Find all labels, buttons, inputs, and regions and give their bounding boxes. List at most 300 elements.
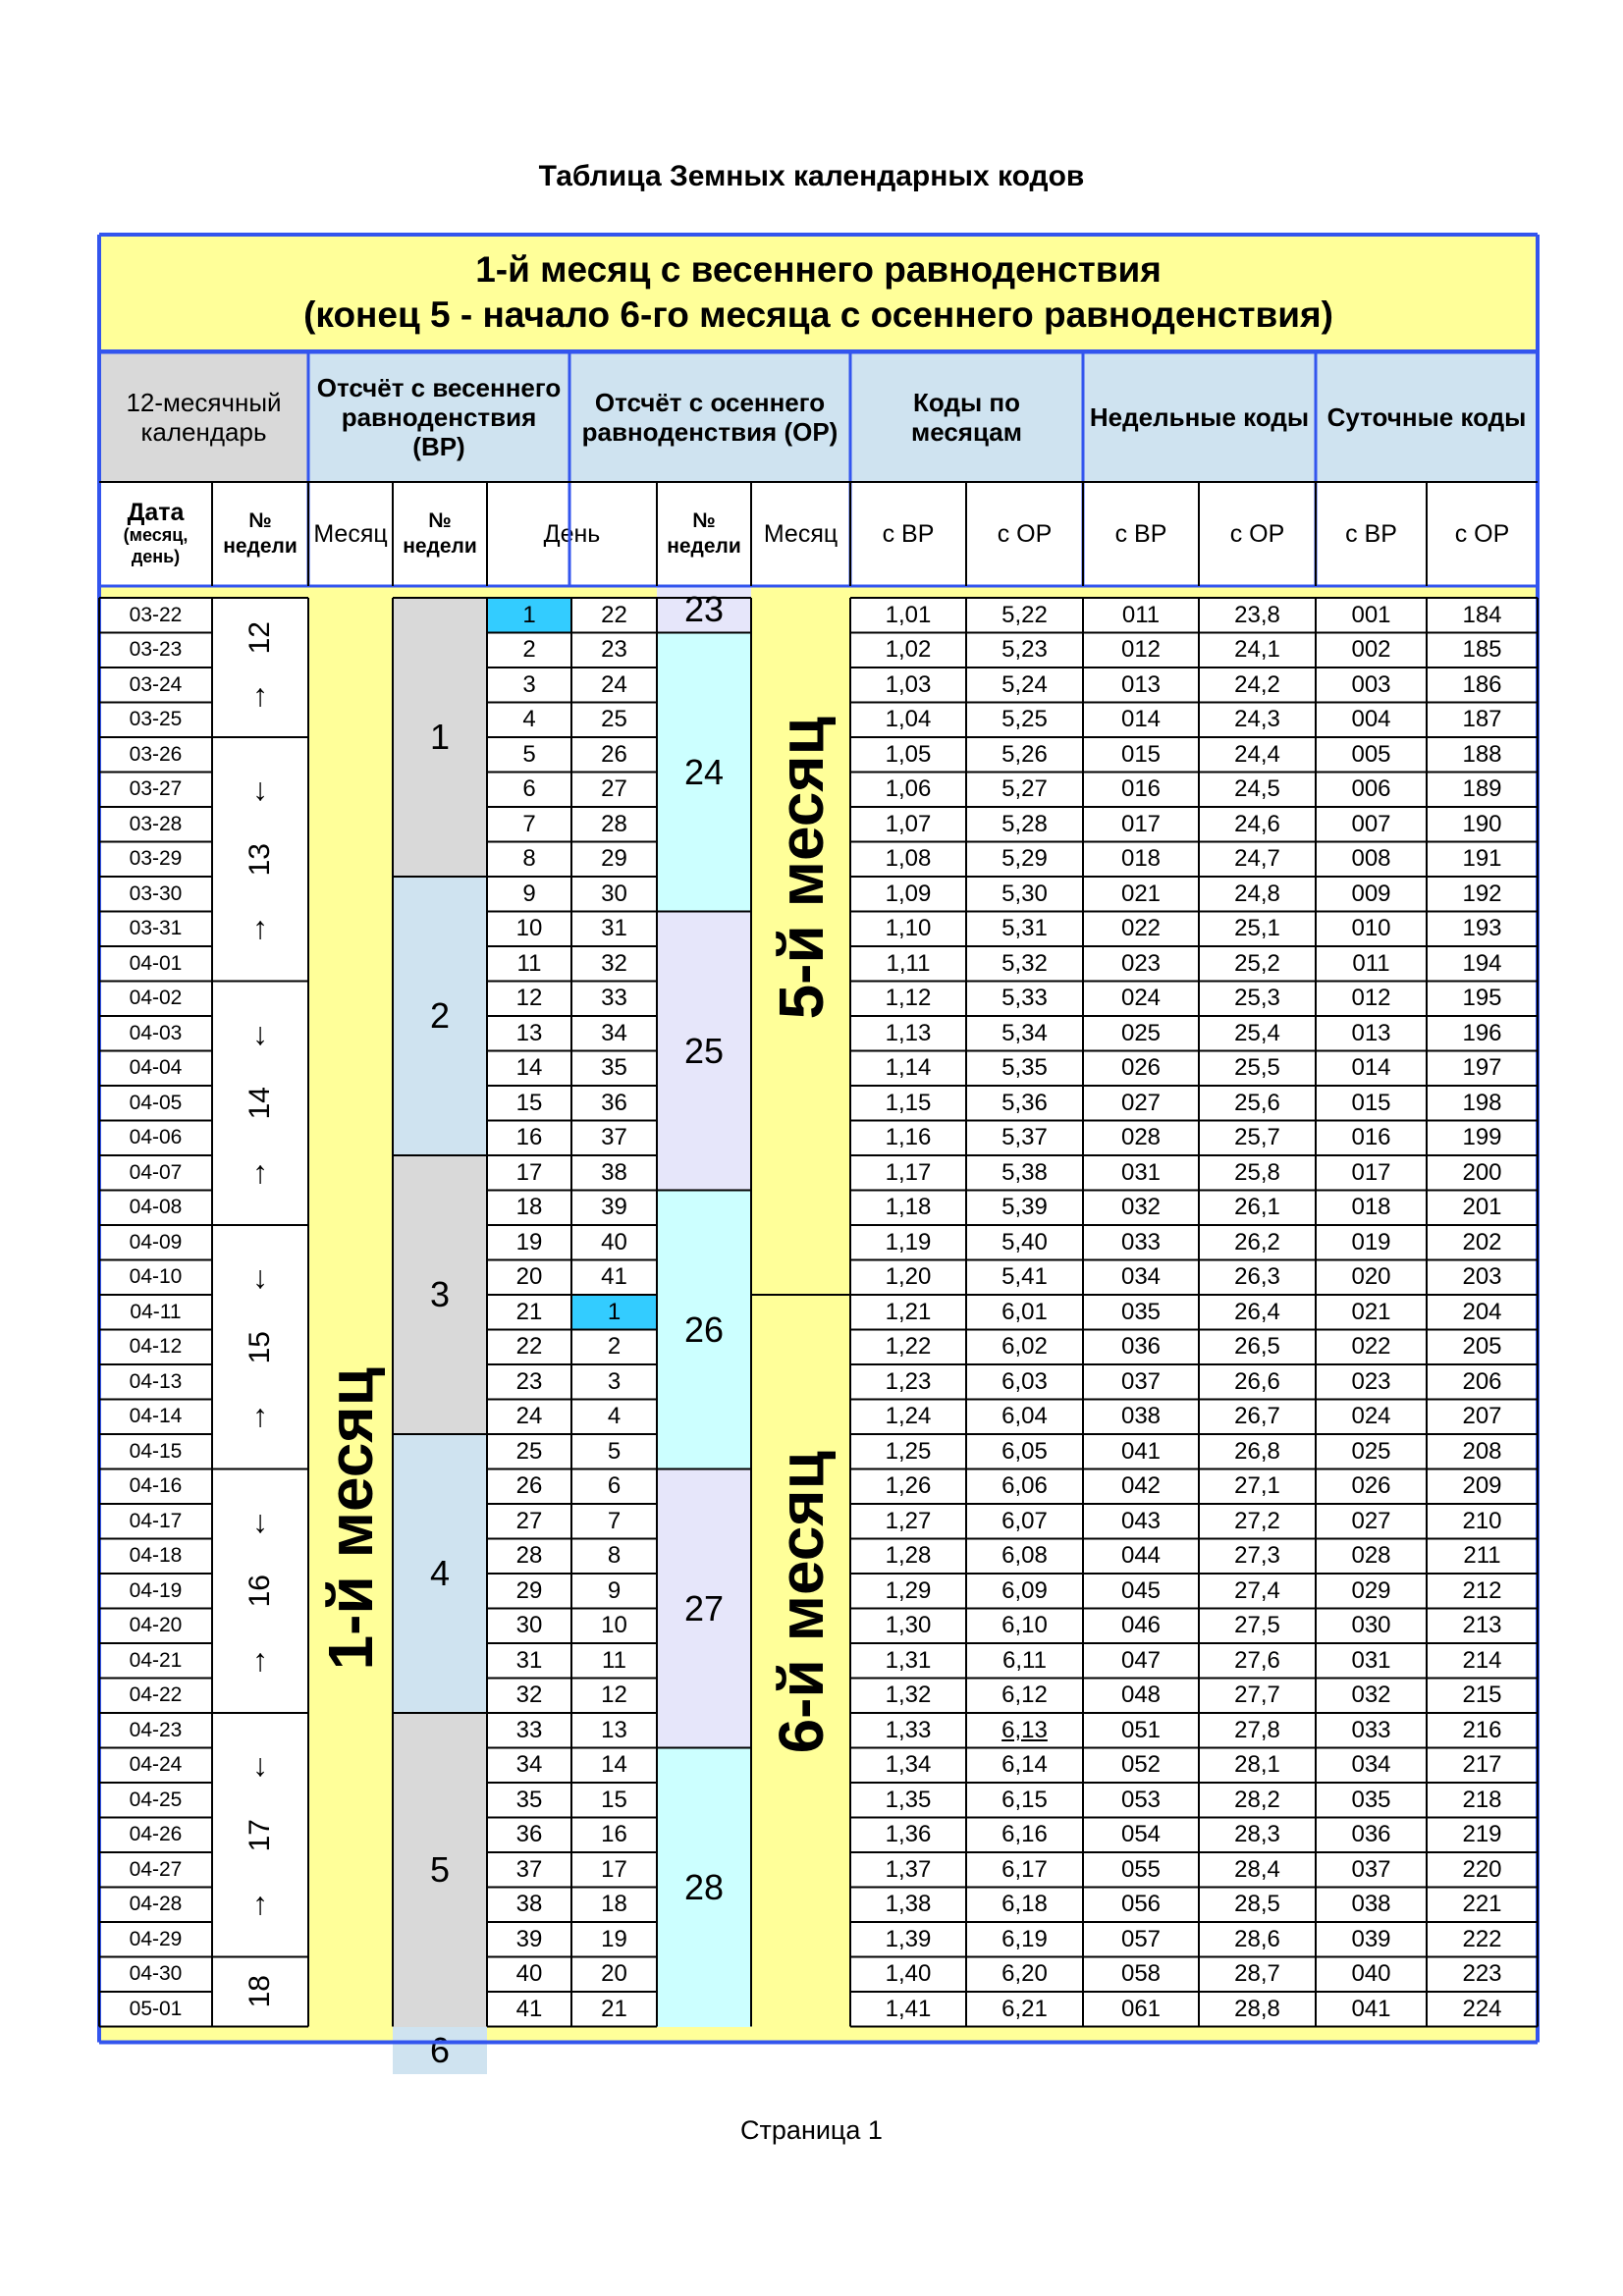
week-code-or-cell: 26,3	[1199, 1260, 1316, 1296]
arrow-down-icon: ↓	[252, 1015, 268, 1051]
day-code-or-cell: 189	[1427, 773, 1538, 808]
month-code-or-cell: 5,29	[966, 842, 1083, 878]
day-vr-cell: 32	[487, 1679, 571, 1714]
day-code-vr-cell: 037	[1316, 1852, 1427, 1888]
week-code-vr-cell: 042	[1083, 1469, 1199, 1505]
month-code-vr-cell: 1,05	[850, 737, 966, 773]
spring-week-2: 2	[393, 877, 487, 1155]
subheader-week-code-or: с ОР	[1229, 519, 1285, 548]
header-day-codes: Суточные коды	[1316, 352, 1538, 482]
day-code-or-cell: 204	[1427, 1295, 1538, 1330]
day-code-or-cell: 208	[1427, 1434, 1538, 1469]
month-code-vr-cell: 1,26	[850, 1469, 966, 1505]
subheader-week-code-vr: с ВР	[1114, 519, 1167, 548]
week-code-or-cell: 27,7	[1199, 1679, 1316, 1714]
month6-label-cell	[751, 1295, 850, 2027]
month-code-or-cell: 5,24	[966, 667, 1083, 703]
date-cell: 04-13	[99, 1364, 212, 1400]
month-code-vr-cell: 1,17	[850, 1155, 966, 1191]
arrow-down-icon: ↓	[252, 1259, 268, 1296]
day-vr-cell: 4	[487, 703, 571, 738]
day-vr-cell: 2	[487, 633, 571, 668]
arrow-up-icon: ↑	[252, 1398, 268, 1434]
day-code-or-cell: 210	[1427, 1504, 1538, 1539]
day-or-cell: 21	[571, 1992, 657, 2027]
month-code-or-cell: 5,23	[966, 633, 1083, 668]
week-code-or-cell: 26,5	[1199, 1330, 1316, 1365]
day-code-vr-cell: 008	[1316, 842, 1427, 878]
day-code-or-cell: 200	[1427, 1155, 1538, 1191]
month-code-vr-cell: 1,16	[850, 1121, 966, 1156]
day-code-vr-cell: 036	[1316, 1818, 1427, 1853]
week-code-or-cell: 27,2	[1199, 1504, 1316, 1539]
day-or-cell: 1	[571, 1295, 657, 1330]
week-code-vr-cell: 052	[1083, 1748, 1199, 1784]
day-code-vr-cell: 011	[1316, 946, 1427, 982]
day-code-or-cell: 213	[1427, 1609, 1538, 1644]
date-cell: 04-10	[99, 1260, 212, 1296]
week-code-vr-cell: 016	[1083, 773, 1199, 808]
day-or-cell: 19	[571, 1922, 657, 1957]
week-code-vr-cell: 034	[1083, 1260, 1199, 1296]
day-code-or-cell: 224	[1427, 1992, 1538, 2027]
date-cell: 04-04	[99, 1051, 212, 1087]
day-vr-cell: 35	[487, 1783, 571, 1818]
day-code-vr-cell: 027	[1316, 1504, 1427, 1539]
date-cell: 03-23	[99, 633, 212, 668]
date-cell: 03-24	[99, 667, 212, 703]
month-code-or-cell: 6,20	[966, 1957, 1083, 1993]
day-or-cell: 16	[571, 1818, 657, 1853]
spring-week-6: 6	[393, 2027, 487, 2074]
day-or-cell: 36	[571, 1086, 657, 1121]
day-code-vr-cell: 022	[1316, 1330, 1427, 1365]
spring-week-4: 4	[393, 1434, 487, 1713]
day-code-vr-cell: 040	[1316, 1957, 1427, 1993]
month-code-or-cell: 6,05	[966, 1434, 1083, 1469]
week-code-or-cell: 25,3	[1199, 982, 1316, 1017]
calendar-week-group	[212, 982, 308, 1226]
month-code-vr-cell: 1,03	[850, 667, 966, 703]
date-cell: 04-05	[99, 1086, 212, 1121]
day-code-or-cell: 211	[1427, 1539, 1538, 1575]
day-or-cell: 24	[571, 667, 657, 703]
day-code-or-cell: 199	[1427, 1121, 1538, 1156]
week-code-or-cell: 28,3	[1199, 1818, 1316, 1853]
month-code-vr-cell: 1,34	[850, 1748, 966, 1784]
day-code-vr-cell: 030	[1316, 1609, 1427, 1644]
week-code-or-cell: 24,4	[1199, 737, 1316, 773]
day-vr-cell: 24	[487, 1400, 571, 1435]
month-code-or-cell: 5,36	[966, 1086, 1083, 1121]
day-vr-cell: 41	[487, 1992, 571, 2027]
calendar-week-group	[212, 1713, 308, 1957]
header-week-codes: Недельные коды	[1083, 352, 1316, 482]
week-code-vr-cell: 028	[1083, 1121, 1199, 1156]
calendar-week-group	[212, 598, 308, 737]
day-or-cell: 8	[571, 1539, 657, 1575]
week-code-vr-cell: 044	[1083, 1539, 1199, 1575]
day-or-cell: 25	[571, 703, 657, 738]
calendar-week-label: 15	[243, 1330, 276, 1363]
week-code-vr-cell: 061	[1083, 1992, 1199, 2027]
day-code-vr-cell: 007	[1316, 807, 1427, 842]
week-code-vr-cell: 056	[1083, 1888, 1199, 1923]
day-vr-cell: 1	[487, 598, 571, 633]
date-cell: 04-25	[99, 1783, 212, 1818]
day-code-or-cell: 219	[1427, 1818, 1538, 1853]
calendar-week-label: 13	[243, 842, 276, 876]
month5-label: 5-й месяц	[765, 716, 837, 1020]
day-vr-cell: 25	[487, 1434, 571, 1469]
month-code-vr-cell: 1,33	[850, 1713, 966, 1748]
day-vr-cell: 22	[487, 1330, 571, 1365]
month6-label: 6-й месяц	[765, 1450, 837, 1753]
day-code-vr-cell: 017	[1316, 1155, 1427, 1191]
month1-label: 1-й месяц	[315, 1366, 386, 1670]
week-code-or-cell: 26,7	[1199, 1400, 1316, 1435]
month-code-or-cell: 6,18	[966, 1888, 1083, 1923]
month-code-or-cell: 6,06	[966, 1469, 1083, 1505]
week-code-or-cell: 23,8	[1199, 598, 1316, 633]
week-code-vr-cell: 048	[1083, 1679, 1199, 1714]
week-code-vr-cell: 018	[1083, 842, 1199, 878]
month-code-or-cell: 6,19	[966, 1922, 1083, 1957]
date-cell: 04-20	[99, 1609, 212, 1644]
day-vr-cell: 3	[487, 667, 571, 703]
week-code-or-cell: 24,1	[1199, 633, 1316, 668]
day-or-cell: 14	[571, 1748, 657, 1784]
calendar-week-label: 18	[243, 1975, 276, 2008]
month-code-or-cell: 5,35	[966, 1051, 1083, 1087]
day-or-cell: 28	[571, 807, 657, 842]
week-code-vr-cell: 013	[1083, 667, 1199, 703]
week-code-or-cell: 27,4	[1199, 1574, 1316, 1609]
week-code-or-cell: 24,5	[1199, 773, 1316, 808]
date-cell: 04-23	[99, 1713, 212, 1748]
day-code-vr-cell: 010	[1316, 912, 1427, 947]
day-code-vr-cell: 001	[1316, 598, 1427, 633]
day-code-vr-cell: 013	[1316, 1016, 1427, 1051]
day-code-or-cell: 215	[1427, 1679, 1538, 1714]
week-code-vr-cell: 026	[1083, 1051, 1199, 1087]
day-vr-cell: 10	[487, 912, 571, 947]
calendar-week-label: 17	[243, 1818, 276, 1851]
date-cell: 04-17	[99, 1504, 212, 1539]
day-vr-cell: 28	[487, 1539, 571, 1575]
week-code-vr-cell: 017	[1083, 807, 1199, 842]
week-code-vr-cell: 036	[1083, 1330, 1199, 1365]
month-code-or-cell: 6,03	[966, 1364, 1083, 1400]
day-vr-cell: 39	[487, 1922, 571, 1957]
day-or-cell: 22	[571, 598, 657, 633]
day-code-or-cell: 187	[1427, 703, 1538, 738]
day-or-cell: 11	[571, 1643, 657, 1679]
day-or-cell: 17	[571, 1852, 657, 1888]
arrow-down-icon: ↓	[252, 1503, 268, 1539]
date-cell: 04-16	[99, 1469, 212, 1505]
day-code-or-cell: 192	[1427, 877, 1538, 912]
day-vr-cell: 19	[487, 1225, 571, 1260]
date-cell: 03-28	[99, 807, 212, 842]
date-cell: 03-25	[99, 703, 212, 738]
day-code-vr-cell: 032	[1316, 1679, 1427, 1714]
day-code-vr-cell: 018	[1316, 1191, 1427, 1226]
spring-week-5: 5	[393, 1713, 487, 2027]
day-code-or-cell: 209	[1427, 1469, 1538, 1505]
subheader-day: День	[543, 519, 601, 548]
spring-week-1: 1	[393, 598, 487, 877]
header-calendar12: 12-месячный календарь	[99, 352, 308, 482]
month-code-or-cell: 6,16	[966, 1818, 1083, 1853]
week-code-or-cell: 25,7	[1199, 1121, 1316, 1156]
day-code-or-cell: 220	[1427, 1852, 1538, 1888]
month-code-vr-cell: 1,30	[850, 1609, 966, 1644]
day-or-cell: 15	[571, 1783, 657, 1818]
month-code-vr-cell: 1,07	[850, 807, 966, 842]
day-or-cell: 34	[571, 1016, 657, 1051]
week-code-or-cell: 28,7	[1199, 1957, 1316, 1993]
month-code-or-cell: 6,17	[966, 1852, 1083, 1888]
arrow-up-icon: ↑	[252, 1641, 268, 1678]
subheader-month-autumn: Месяц	[763, 519, 839, 548]
calendar-week-label: 14	[243, 1087, 276, 1120]
header-month-codes: Коды по месяцам	[850, 352, 1083, 482]
week-code-vr-cell: 051	[1083, 1713, 1199, 1748]
day-or-cell: 39	[571, 1191, 657, 1226]
arrow-down-icon: ↓	[252, 772, 268, 808]
week-code-or-cell: 25,2	[1199, 946, 1316, 982]
month-code-or-cell: 6,08	[966, 1539, 1083, 1575]
week-code-vr-cell: 058	[1083, 1957, 1199, 1993]
week-code-or-cell: 26,8	[1199, 1434, 1316, 1469]
week-code-vr-cell: 027	[1083, 1086, 1199, 1121]
week-code-vr-cell: 037	[1083, 1364, 1199, 1400]
day-code-or-cell: 188	[1427, 737, 1538, 773]
day-code-vr-cell: 026	[1316, 1469, 1427, 1505]
week-code-vr-cell: 024	[1083, 982, 1199, 1017]
day-vr-cell: 6	[487, 773, 571, 808]
day-vr-cell: 11	[487, 946, 571, 982]
day-or-cell: 2	[571, 1330, 657, 1365]
day-or-cell: 31	[571, 912, 657, 947]
month-code-or-cell: 6,01	[966, 1295, 1083, 1330]
month-code-vr-cell: 1,21	[850, 1295, 966, 1330]
month-code-or-cell: 6,13	[966, 1713, 1083, 1748]
day-or-cell: 12	[571, 1679, 657, 1714]
month-code-or-cell: 5,33	[966, 982, 1083, 1017]
week-code-vr-cell: 035	[1083, 1295, 1199, 1330]
month-code-vr-cell: 1,13	[850, 1016, 966, 1051]
date-cell: 04-24	[99, 1748, 212, 1784]
date-cell: 04-08	[99, 1191, 212, 1226]
week-code-or-cell: 24,6	[1199, 807, 1316, 842]
day-vr-cell: 36	[487, 1818, 571, 1853]
day-vr-cell: 17	[487, 1155, 571, 1191]
month-code-or-cell: 6,21	[966, 1992, 1083, 2027]
day-or-cell: 37	[571, 1121, 657, 1156]
subheader-week-no-12m: № недели	[223, 509, 298, 558]
day-code-or-cell: 198	[1427, 1086, 1538, 1121]
month-code-vr-cell: 1,19	[850, 1225, 966, 1260]
day-or-cell: 4	[571, 1400, 657, 1435]
day-code-vr-cell: 035	[1316, 1783, 1427, 1818]
day-vr-cell: 12	[487, 982, 571, 1017]
day-vr-cell: 21	[487, 1295, 571, 1330]
month-code-or-cell: 5,28	[966, 807, 1083, 842]
day-or-cell: 29	[571, 842, 657, 878]
day-code-or-cell: 214	[1427, 1643, 1538, 1679]
date-cell: 03-26	[99, 737, 212, 773]
day-vr-cell: 33	[487, 1713, 571, 1748]
calendar-week-label: 16	[243, 1575, 276, 1608]
day-code-vr-cell: 038	[1316, 1888, 1427, 1923]
day-or-cell: 38	[571, 1155, 657, 1191]
month-code-vr-cell: 1,01	[850, 598, 966, 633]
day-code-vr-cell: 021	[1316, 1295, 1427, 1330]
week-code-vr-cell: 033	[1083, 1225, 1199, 1260]
autumn-week-28: 28	[657, 1748, 751, 2027]
day-or-cell: 35	[571, 1051, 657, 1087]
day-vr-cell: 9	[487, 877, 571, 912]
week-code-or-cell: 28,6	[1199, 1922, 1316, 1957]
day-or-cell: 32	[571, 946, 657, 982]
day-code-or-cell: 193	[1427, 912, 1538, 947]
day-or-cell: 5	[571, 1434, 657, 1469]
month-code-vr-cell: 1,09	[850, 877, 966, 912]
day-or-cell: 13	[571, 1713, 657, 1748]
day-code-or-cell: 184	[1427, 598, 1538, 633]
day-or-cell: 23	[571, 633, 657, 668]
calendar-week-label: 12	[243, 620, 276, 655]
month1-label-cell	[308, 598, 393, 2027]
day-or-cell: 6	[571, 1469, 657, 1505]
subheader-week-no-autumn: № недели	[667, 509, 741, 558]
day-code-vr-cell: 004	[1316, 703, 1427, 738]
day-code-or-cell: 191	[1427, 842, 1538, 878]
month-code-or-cell: 6,12	[966, 1679, 1083, 1714]
week-code-vr-cell: 022	[1083, 912, 1199, 947]
month-code-vr-cell: 1,12	[850, 982, 966, 1017]
week-code-vr-cell: 014	[1083, 703, 1199, 738]
subheader-month-spring: Месяц	[313, 519, 388, 548]
day-code-vr-cell: 014	[1316, 1051, 1427, 1087]
month-code-or-cell: 5,37	[966, 1121, 1083, 1156]
week-code-vr-cell: 057	[1083, 1922, 1199, 1957]
month-code-vr-cell: 1,29	[850, 1574, 966, 1609]
subheader-month-code-vr: с ВР	[882, 519, 935, 548]
month-code-vr-cell: 1,37	[850, 1852, 966, 1888]
month-code-vr-cell: 1,15	[850, 1086, 966, 1121]
month-code-vr-cell: 1,38	[850, 1888, 966, 1923]
date-cell: 04-29	[99, 1922, 212, 1957]
date-cell: 04-02	[99, 982, 212, 1017]
day-vr-cell: 14	[487, 1051, 571, 1087]
day-or-cell: 40	[571, 1225, 657, 1260]
subheader-date-label: Дата	[127, 499, 185, 526]
week-code-or-cell: 25,6	[1199, 1086, 1316, 1121]
month-code-or-cell: 5,25	[966, 703, 1083, 738]
month-code-vr-cell: 1,23	[850, 1364, 966, 1400]
page-title: Таблица Земных календарных кодов	[538, 160, 1085, 192]
date-cell: 04-19	[99, 1574, 212, 1609]
day-vr-cell: 16	[487, 1121, 571, 1156]
day-code-vr-cell: 019	[1316, 1225, 1427, 1260]
day-vr-cell: 23	[487, 1364, 571, 1400]
date-cell: 04-09	[99, 1225, 212, 1260]
date-cell: 03-27	[99, 773, 212, 808]
day-code-vr-cell: 003	[1316, 667, 1427, 703]
month-code-or-cell: 5,30	[966, 877, 1083, 912]
week-code-or-cell: 28,1	[1199, 1748, 1316, 1784]
month-code-or-cell: 6,14	[966, 1748, 1083, 1784]
week-code-vr-cell: 053	[1083, 1783, 1199, 1818]
date-cell: 05-01	[99, 1992, 212, 2027]
date-cell: 03-29	[99, 842, 212, 878]
day-code-vr-cell: 029	[1316, 1574, 1427, 1609]
day-code-vr-cell: 039	[1316, 1922, 1427, 1957]
arrow-up-icon: ↑	[252, 1886, 268, 1922]
day-vr-cell: 15	[487, 1086, 571, 1121]
day-vr-cell: 38	[487, 1888, 571, 1923]
month-code-or-cell: 6,15	[966, 1783, 1083, 1818]
week-code-or-cell: 24,3	[1199, 703, 1316, 738]
day-vr-cell: 37	[487, 1852, 571, 1888]
week-code-or-cell: 25,1	[1199, 912, 1316, 947]
arrow-up-icon: ↑	[252, 1153, 268, 1190]
week-code-vr-cell: 031	[1083, 1155, 1199, 1191]
month-code-or-cell: 5,34	[966, 1016, 1083, 1051]
arrow-up-icon: ↑	[252, 910, 268, 946]
week-code-or-cell: 28,8	[1199, 1992, 1316, 2027]
header-gap-band	[99, 586, 1538, 598]
month-code-or-cell: 5,27	[966, 773, 1083, 808]
day-code-or-cell: 222	[1427, 1922, 1538, 1957]
week-code-vr-cell: 038	[1083, 1400, 1199, 1435]
subheader-month-code-or: с ОР	[997, 519, 1053, 548]
month-code-vr-cell: 1,39	[850, 1922, 966, 1957]
week-code-or-cell: 27,5	[1199, 1609, 1316, 1644]
day-code-or-cell: 207	[1427, 1400, 1538, 1435]
calendar-week-group	[212, 1957, 308, 2027]
day-code-vr-cell: 031	[1316, 1643, 1427, 1679]
day-code-vr-cell: 024	[1316, 1400, 1427, 1435]
subheader-day-code-vr: с ВР	[1345, 519, 1397, 548]
week-code-or-cell: 26,6	[1199, 1364, 1316, 1400]
banner-line-1: 1-й месяц с весеннего равноденствия	[475, 248, 1162, 290]
month-code-vr-cell: 1,22	[850, 1330, 966, 1365]
day-or-cell: 20	[571, 1957, 657, 1993]
banner-line-2: (конец 5 - начало 6-го месяца с осеннего равноденствия)	[303, 294, 1333, 335]
day-code-or-cell: 190	[1427, 807, 1538, 842]
subheader-date-sub: (месяц, день)	[123, 525, 189, 566]
week-code-or-cell: 28,2	[1199, 1783, 1316, 1818]
date-cell: 04-26	[99, 1818, 212, 1853]
month-code-or-cell: 5,22	[966, 598, 1083, 633]
subheader-day-code-or: с ОР	[1454, 519, 1510, 548]
month-code-vr-cell: 1,28	[850, 1539, 966, 1575]
autumn-week-27: 27	[657, 1469, 751, 1748]
day-code-or-cell: 196	[1427, 1016, 1538, 1051]
week-code-or-cell: 26,4	[1199, 1295, 1316, 1330]
day-code-or-cell: 216	[1427, 1713, 1538, 1748]
day-code-or-cell: 195	[1427, 982, 1538, 1017]
date-cell: 04-18	[99, 1539, 212, 1575]
month-code-or-cell: 5,41	[966, 1260, 1083, 1296]
autumn-week-23: 23	[657, 586, 751, 633]
month-code-or-cell: 6,07	[966, 1504, 1083, 1539]
day-code-vr-cell: 006	[1316, 773, 1427, 808]
